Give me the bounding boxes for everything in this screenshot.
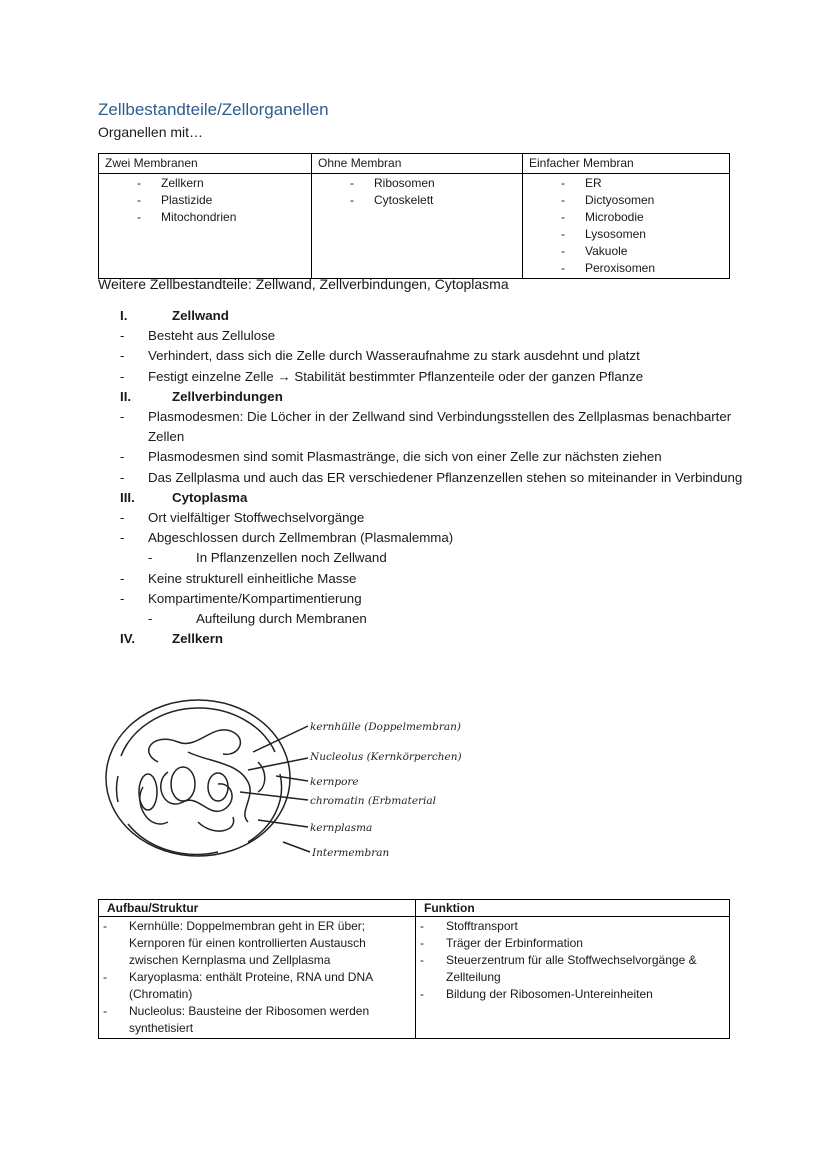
header-cell: Zwei Membranen xyxy=(99,154,312,174)
bullet-line xyxy=(120,447,760,467)
list-item: - Zellkern xyxy=(105,175,305,192)
table-cell xyxy=(416,917,730,1039)
list-item: - Träger der Erbinformation xyxy=(424,935,721,952)
dash-marker: - xyxy=(120,469,125,485)
table-cell xyxy=(99,174,312,279)
section-heading xyxy=(120,629,760,649)
section-title: Zellkern xyxy=(172,631,223,647)
bullet-line xyxy=(120,548,760,568)
bullet-text: Kompartimente/Kompartimentierung xyxy=(148,590,362,606)
bullet-text: Plasmodesmen: Die Löcher in der Zellwand sind Verbindungsstellen des Zellplasmas benachbarter Zellen xyxy=(148,409,732,445)
list-item: - Vakuole xyxy=(529,243,723,260)
bullet-text: Ort vielfältiger Stoffwechselvorgänge xyxy=(148,510,365,526)
bullet-line xyxy=(120,609,760,629)
list-item: - Mitochondrien xyxy=(105,209,305,226)
dash-marker: - xyxy=(120,368,125,384)
list-item: - Nucleolus: Bausteine der Ribosomen werden synthetisiert xyxy=(107,1003,407,1037)
dash-marker: - xyxy=(120,590,125,606)
table-row xyxy=(99,917,730,1039)
list-item: - Karyoplasma: enthält Proteine, RNA und DNA (Chromatin) xyxy=(107,969,407,1003)
table-cell xyxy=(99,917,416,1039)
label-kernhuelle: kernhülle (Doppelmembran) xyxy=(310,721,461,733)
list xyxy=(424,918,721,1003)
bullet-text: Festigt einzelne Zelle → Stabilität bestimmter Pflanzenteile oder der ganzen Pflanze xyxy=(148,368,644,384)
bullet-text: Plasmodesmen sind somit Plasmastränge, die sich von einer Zelle zur nächsten ziehen xyxy=(148,449,662,465)
bullet-line xyxy=(120,528,760,548)
bullet-line xyxy=(120,326,760,346)
dash-marker: - xyxy=(120,570,125,586)
header-cell: Ohne Membran xyxy=(312,154,523,174)
list xyxy=(529,175,723,277)
bullet-text: Keine strukturell einheitliche Masse xyxy=(148,570,357,586)
bullet-line xyxy=(120,569,760,589)
table-cell xyxy=(523,174,730,279)
section-title: Zellverbindungen xyxy=(172,388,283,404)
bullet-text: Das Zellplasma und auch das ER verschiedener Pflanzenzellen stehen so miteinander in Verbindung xyxy=(148,469,743,485)
label-kernplasma: kernplasma xyxy=(310,822,373,834)
bullet-line xyxy=(120,589,760,609)
label-intermembran: Intermembran xyxy=(312,847,390,859)
list-item: - Dictyosomen xyxy=(529,192,723,209)
dash-marker: - xyxy=(120,328,125,344)
section-numeral: III. xyxy=(120,489,135,505)
list-item: - Steuerzentrum für alle Stoffwechselvorgänge & Zellteilung xyxy=(424,952,721,986)
label-nucleolus: Nucleolus (Kernkörperchen) xyxy=(310,751,462,763)
table-header-row xyxy=(99,154,730,174)
table-cell xyxy=(312,174,523,279)
list-item: - Bildung der Ribosomen-Untereinheiten xyxy=(424,986,721,1003)
list-item: - ER xyxy=(529,175,723,192)
page-title: Zellbestandteile/Zellorganellen xyxy=(98,100,329,119)
section-numeral: II. xyxy=(120,388,132,404)
bullet-text: Verhindert, dass sich die Zelle durch Wasseraufnahme zu stark ausdehnt und platzt xyxy=(148,348,640,364)
dash-marker: - xyxy=(120,348,125,364)
list-item: - Stofftransport xyxy=(424,918,721,935)
list-item: - Plastizide xyxy=(105,192,305,209)
table-header-row xyxy=(99,900,730,917)
section-numeral: IV. xyxy=(120,631,136,647)
section-heading xyxy=(120,488,760,508)
further-components: Weitere Zellbestandteile: Zellwand, Zellverbindungen, Cytoplasma xyxy=(98,276,509,292)
list-item: - Ribosomen xyxy=(318,175,516,192)
dash-marker: - xyxy=(148,611,153,627)
list-item: - Peroxisomen xyxy=(529,260,723,277)
header-cell: Funktion xyxy=(416,900,730,917)
list-item: - Lysosomen xyxy=(529,226,723,243)
bullet-text: Aufteilung durch Membranen xyxy=(196,611,367,627)
list xyxy=(318,175,516,209)
section-title: Cytoplasma xyxy=(172,489,248,505)
dash-marker: - xyxy=(120,530,125,546)
bullet-line xyxy=(120,346,760,366)
section-title: Zellwand xyxy=(172,308,229,323)
bullet-line xyxy=(120,468,760,488)
list-item: - Cytoskelett xyxy=(318,192,516,209)
label-chromatin: chromatin (Erbmaterial xyxy=(310,795,437,807)
dash-marker: - xyxy=(120,449,125,465)
organelle-table xyxy=(98,153,730,279)
header-cell: Aufbau/Struktur xyxy=(99,900,416,917)
list xyxy=(107,918,407,1037)
list xyxy=(105,175,305,226)
section-heading xyxy=(120,306,760,326)
dash-marker: - xyxy=(148,550,153,566)
nucleus-drawing xyxy=(106,700,310,856)
bullet-line xyxy=(120,407,760,447)
subtitle: Organellen mit… xyxy=(98,124,204,140)
bullet-line xyxy=(120,367,760,387)
section-numeral: I. xyxy=(120,308,128,323)
table-row xyxy=(99,174,730,279)
nucleus-diagram xyxy=(98,692,518,887)
header-cell: Einfacher Membran xyxy=(523,154,730,174)
list-item: - Microbodie xyxy=(529,209,723,226)
section-heading xyxy=(120,387,760,407)
label-kernpore: kernpore xyxy=(310,776,359,788)
bullet-text: Besteht aus Zellulose xyxy=(148,328,276,344)
bullet-text: In Pflanzenzellen noch Zellwand xyxy=(196,550,387,566)
bullet-line xyxy=(120,508,760,528)
bullet-text: Abgeschlossen durch Zellmembran (Plasmalemma) xyxy=(148,530,454,546)
function-table xyxy=(98,899,730,1039)
dash-marker: - xyxy=(120,409,125,425)
list-item: - Kernhülle: Doppelmembran geht in ER über; Kernporen für einen kontrollierten Austausch zwischen Kernplasma und Zellplasma xyxy=(107,918,407,969)
outline xyxy=(120,306,760,649)
dash-marker: - xyxy=(120,510,125,526)
